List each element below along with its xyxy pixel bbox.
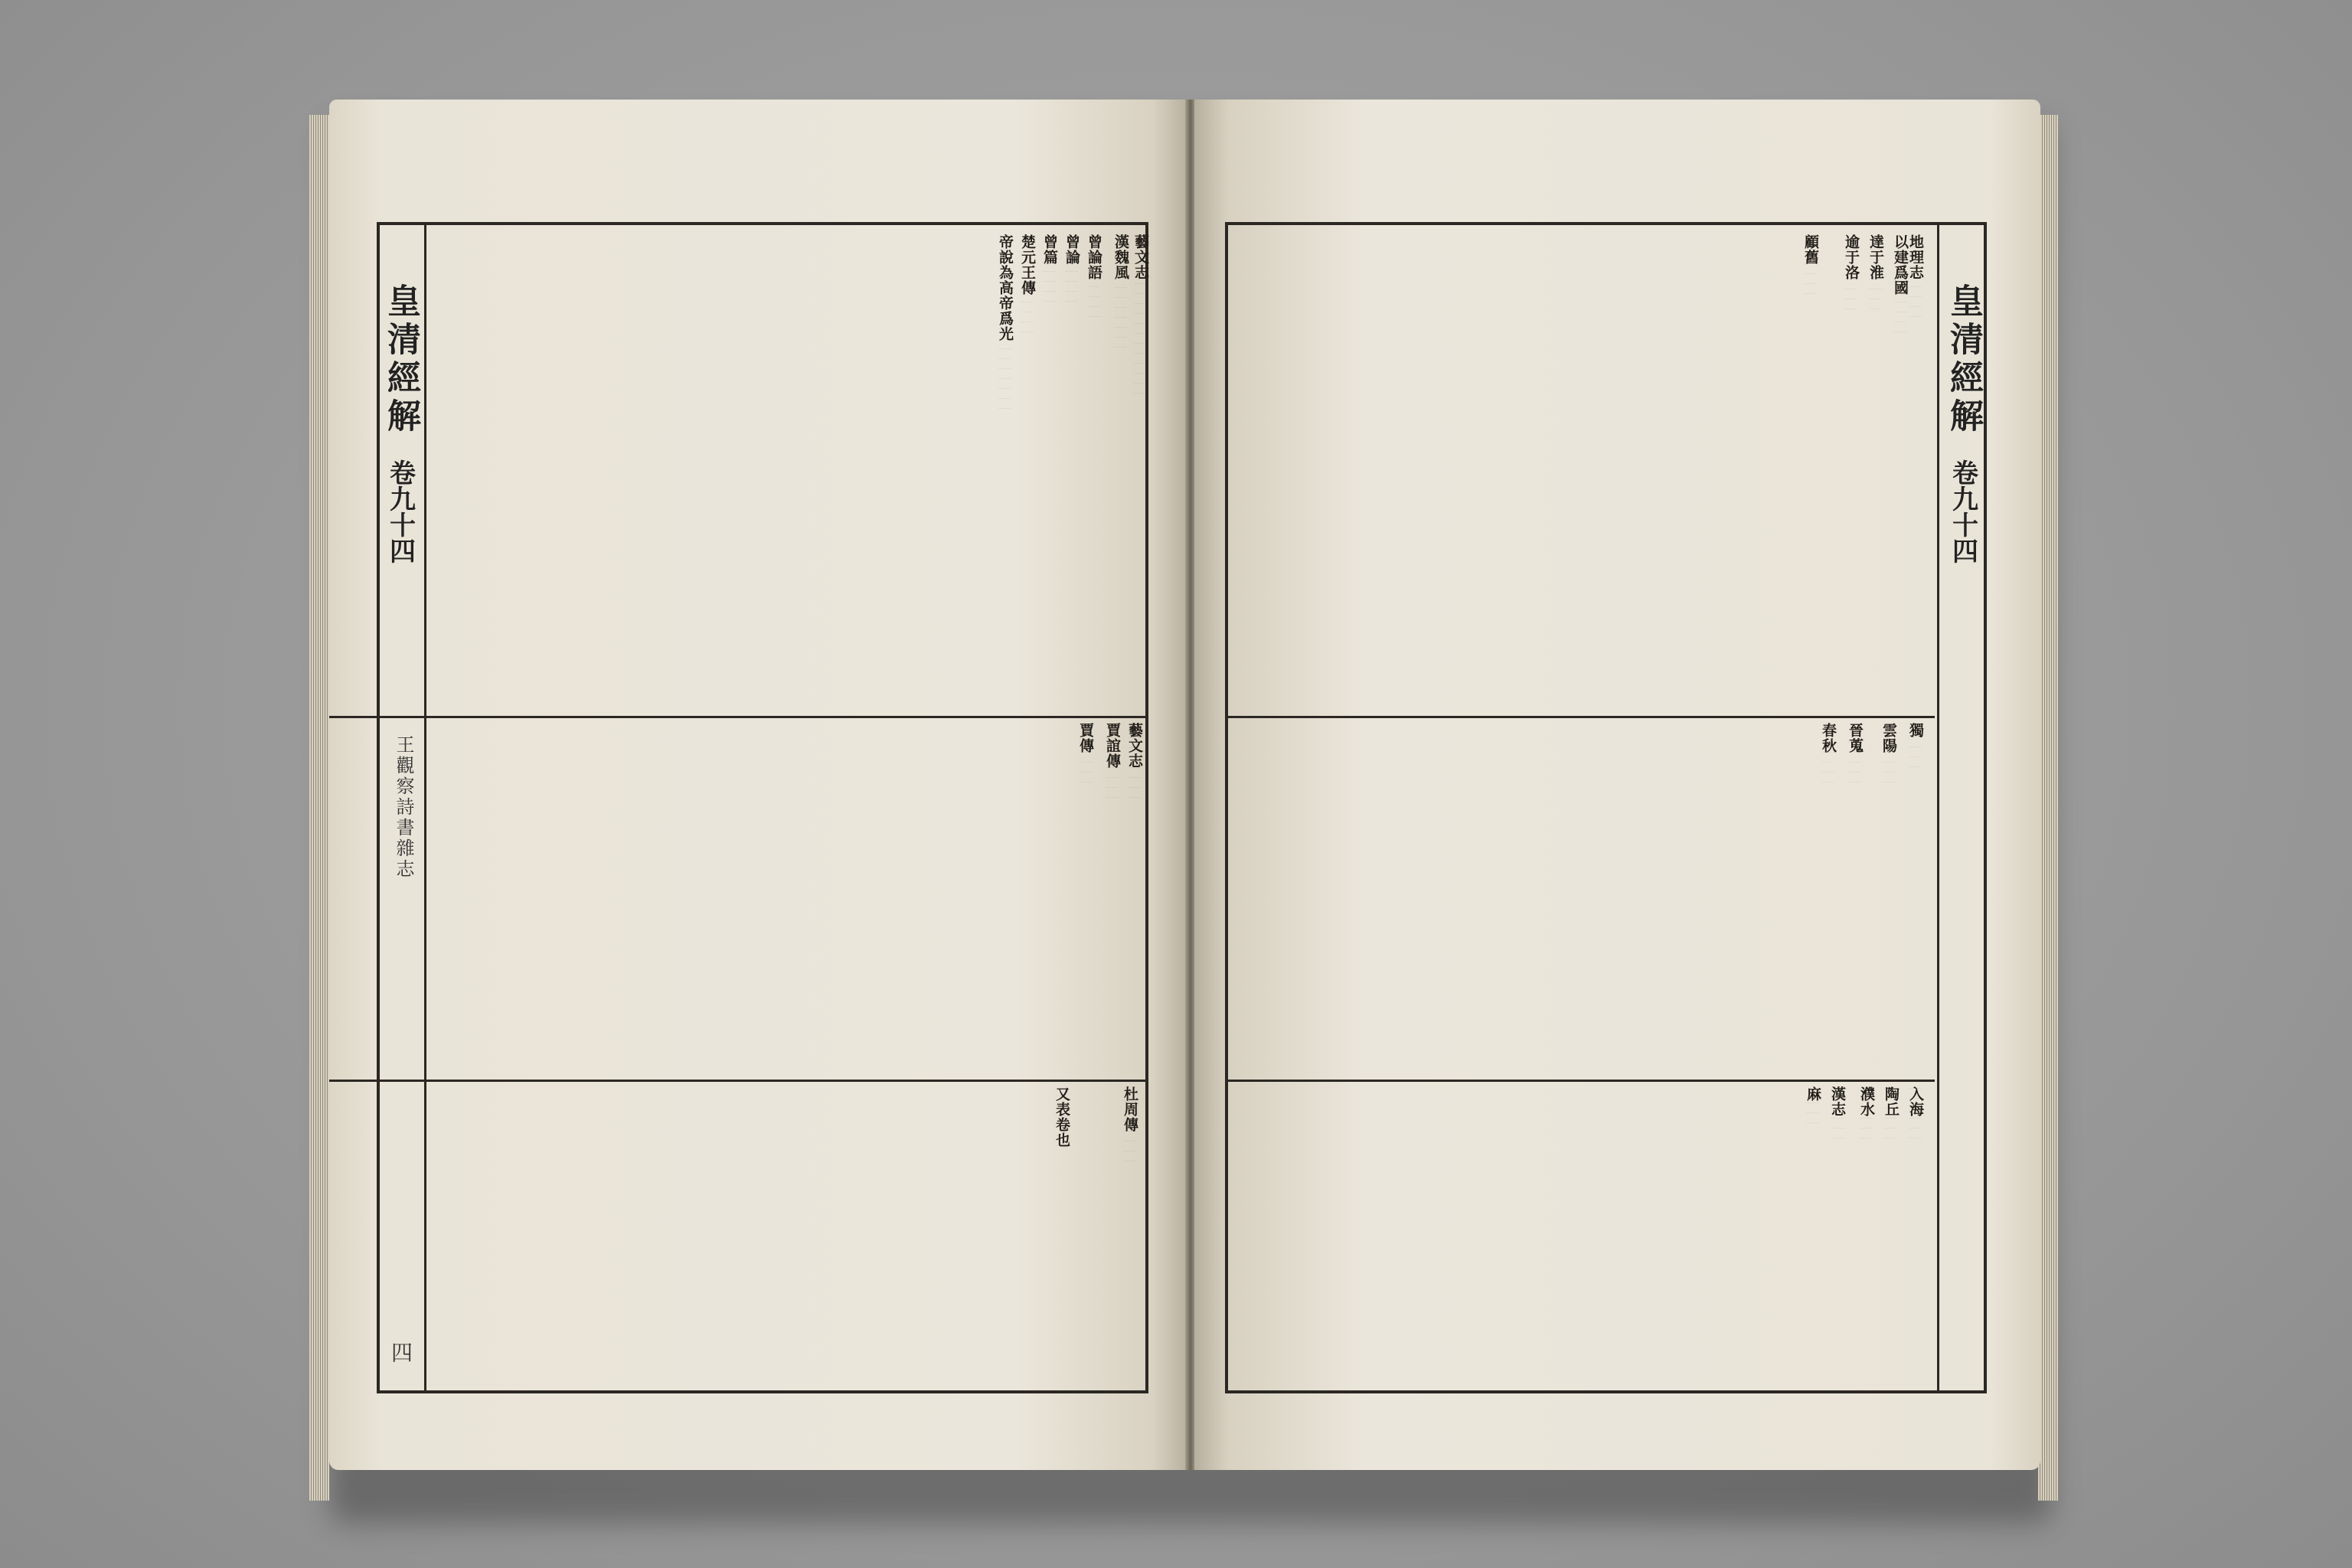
left-top-heading-4: 曾論	[1065, 234, 1078, 311]
right-top-heading-4: 逾于洛	[1844, 234, 1857, 318]
page-edge-right	[2038, 115, 2058, 1501]
right-mid-heading-2: 雲陽	[1882, 723, 1895, 792]
left-margin-page-number: 四	[388, 1341, 413, 1363]
left-mid-heading-2: 賈誼傳	[1106, 723, 1119, 807]
right-register-middle	[1228, 716, 1935, 1076]
left-register-bottom	[329, 1080, 1147, 1386]
right-low-heading-5: 麻	[1806, 1086, 1819, 1132]
left-low-heading-1: 杜周傳	[1123, 1086, 1136, 1171]
right-low-heading-3: 濮水	[1860, 1086, 1873, 1148]
right-low-heading-1: 入海	[1909, 1086, 1922, 1148]
page-edge-left	[309, 115, 329, 1501]
left-margin-volume: 卷九十四	[384, 459, 416, 564]
right-register-top	[1228, 230, 1935, 712]
right-top-heading-2: 以建爲國	[1893, 234, 1906, 341]
left-top-heading-6: 楚元王傳	[1021, 234, 1034, 341]
left-mid-heading-1: 藝文志	[1128, 723, 1141, 807]
right-mid-heading-1: 獨	[1909, 723, 1922, 776]
left-low-heading-2: 又表卷也	[1055, 1086, 1068, 1155]
left-top-heading-5: 曾篇	[1043, 234, 1056, 311]
left-top-heading-2: 漢魏風	[1114, 234, 1127, 357]
right-page	[1194, 100, 2040, 1470]
left-top-heading-3: 曾論語	[1087, 234, 1100, 326]
right-margin-volume: 卷九十四	[1947, 459, 1978, 564]
right-page-margin	[1937, 222, 1987, 1393]
right-mid-heading-4: 春秋	[1821, 723, 1834, 792]
open-book	[306, 92, 2060, 1516]
right-low-heading-2: 陶丘	[1884, 1086, 1897, 1148]
right-register-bottom	[1228, 1080, 1935, 1386]
right-low-heading-4: 漢志	[1831, 1086, 1844, 1148]
left-register-top	[329, 230, 1147, 712]
left-top-heading-7: 帝說為高帝爲光	[998, 234, 1011, 418]
right-top-heading-5: 顧舊	[1804, 234, 1817, 303]
left-page	[329, 100, 1187, 1470]
right-mid-heading-3: 晉蒐	[1848, 723, 1861, 792]
left-author-line: 王觀察詩書雜志	[393, 735, 414, 880]
left-top-heading-1: 藝文志	[1134, 234, 1147, 403]
left-mid-heading-3: 賈傳	[1079, 723, 1092, 792]
left-register-middle	[329, 716, 1147, 1076]
left-margin-title: 皇清經解	[381, 283, 420, 436]
right-top-heading-1: 地理志	[1909, 234, 1922, 326]
right-margin-title: 皇清經解	[1944, 283, 1983, 436]
right-top-heading-3: 達于淮	[1869, 234, 1882, 318]
